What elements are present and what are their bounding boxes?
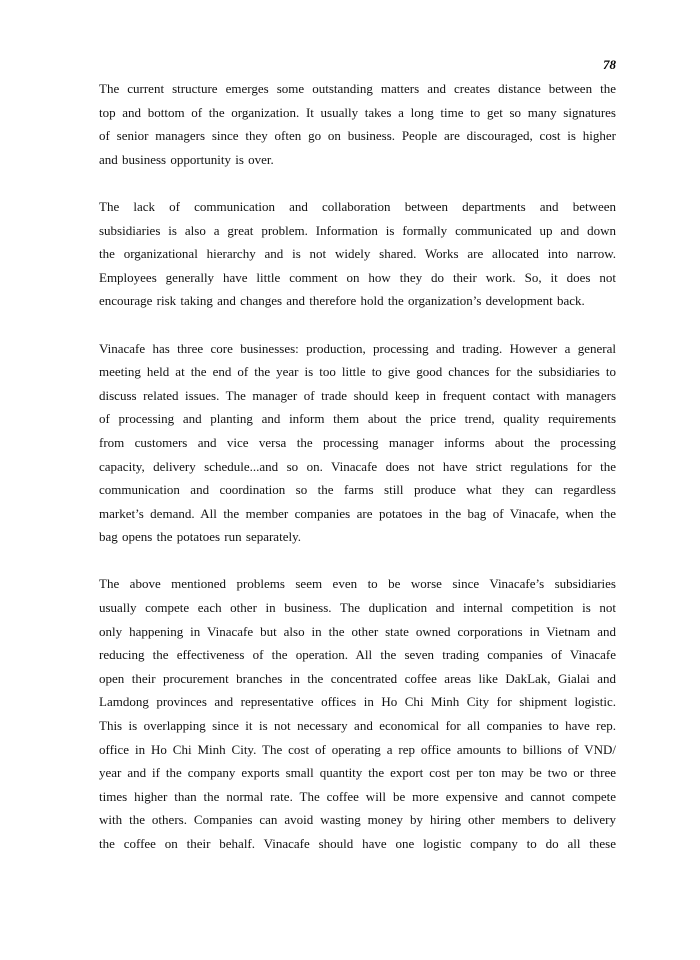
paragraph-line: and business opportunity is over.	[99, 151, 274, 167]
paragraph-line: only happening in Vinacafe but also in the other state owned corporations in Vietnam and	[99, 623, 616, 639]
paragraph-line: of processing and planting and inform them about the price trend, quality requirements	[99, 411, 616, 427]
page-number: 78	[603, 57, 616, 72]
paragraph-line: year and if the company exports small quantity the export cost per ton may be two or three	[99, 765, 616, 781]
paragraph-line: the coffee on their behalf. Vinacafe should have one logistic company to do all these	[99, 836, 616, 851]
paragraph-line: market’s demand. All the member companies are potatoes in the bag of Vinacafe, when the	[99, 505, 616, 521]
paragraph-line: discuss related issues. The manager of trade should keep in frequent contact with managers	[99, 387, 616, 403]
paragraph-line: reducing the effectiveness of the operation. All the seven trading companies of Vinacafe	[99, 647, 616, 663]
paragraph-line: open their procurement branches in the concentrated coffee areas like DakLak, Gialai and	[99, 670, 616, 686]
paragraph-line: Employees generally have little comment on how they do their work. So, it does not	[99, 269, 616, 285]
paragraph-line: The lack of communication and collaboration between departments and between	[99, 198, 616, 214]
paragraph-line: top and bottom of the organization. It usually takes a long time to get so many signatures	[99, 104, 616, 120]
paragraph-line: Vinacafe has three core businesses: production, processing and trading. However a general	[99, 340, 616, 356]
paragraph-line: Lamdong provinces and representative offices in Ho Chi Minh City for shipment logistic.	[99, 694, 616, 710]
paragraph-line: office in Ho Chi Minh City. The cost of operating a rep office amounts to billions of VND/	[99, 741, 616, 757]
paragraph-hierarchy	[99, 77, 616, 171]
paragraph-line: meeting held at the end of the year is too little to give good chances for the subsidiaries to	[99, 364, 616, 380]
paragraph-line: capacity, delivery schedule...and so on. Vinacafe does not have strict regulations for the	[99, 458, 616, 474]
paragraph-core-businesses	[99, 337, 616, 549]
paragraph-line: the organizational hierarchy and is not widely shared. Works are allocated into narrow.	[99, 246, 616, 262]
paragraph-line: encourage risk taking and changes and therefore hold the organization’s development back.	[99, 293, 585, 309]
paragraph-line: of senior managers since they often go on business. People are discouraged, cost is higher	[99, 128, 616, 144]
paragraph-line: This is overlapping since it is not necessary and economical for all companies to have rep.	[99, 718, 616, 734]
paragraph-line: usually compete each other in business. The duplication and internal competition is not	[99, 600, 616, 616]
body-text	[99, 77, 616, 879]
paragraph-line: with the others. Companies can avoid wasting money by hiring other members to delivery	[99, 812, 616, 828]
paragraph-line: times higher than the normal rate. The coffee will be more expensive and cannot compete	[99, 788, 616, 804]
paragraph-line: The above mentioned problems seem even to be worse since Vinacafe’s subsidiaries	[99, 576, 616, 592]
paragraph-line: The current structure emerges some outstanding matters and creates distance between the	[99, 81, 616, 96]
paragraph-line: from customers and vice versa the processing manager informs about the processing	[99, 434, 616, 450]
paragraph-competition	[99, 572, 616, 855]
paragraph-line: bag opens the potatoes run separately.	[99, 529, 301, 545]
paragraph-communication	[99, 195, 616, 313]
paragraph-line: communication and coordination so the farms still produce what they can regardless	[99, 482, 616, 498]
paragraph-line: subsidiaries is also a great problem. Information is formally communicated up and down	[99, 222, 616, 238]
